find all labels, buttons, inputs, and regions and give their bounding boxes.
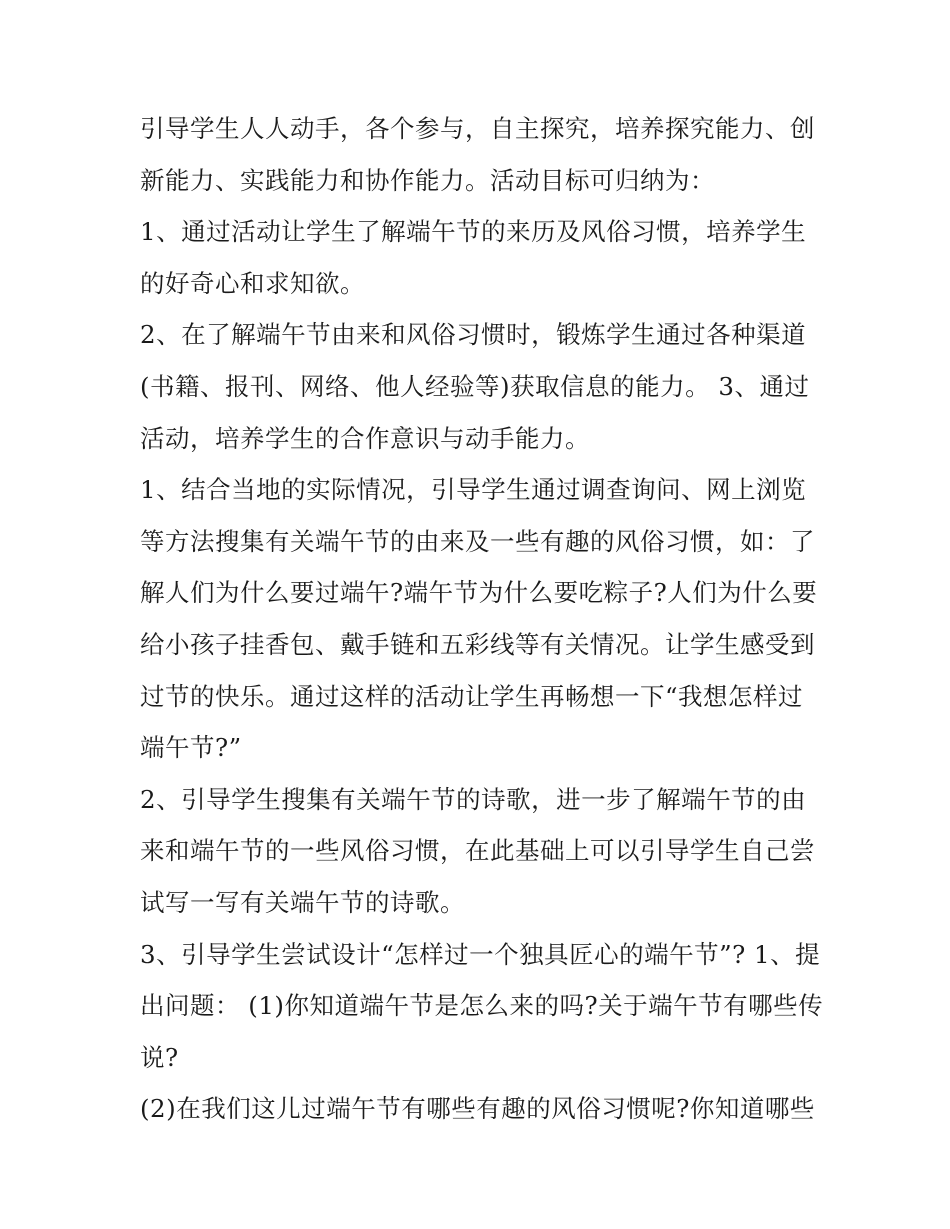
- text-line: 新能力、实践能力和协作能力。活动目标可归纳为：: [140, 165, 715, 195]
- text-line: 试写一写有关端午节的诗歌。: [140, 887, 465, 917]
- document-body: [140, 103, 824, 1135]
- text-line: 过节的快乐。通过这样的活动让学生再畅想一下“我想怎样过: [140, 681, 804, 711]
- text-line: (书籍、报刊、网络、他人经验等)获取信息的能力。 3、通过: [140, 371, 810, 401]
- text-line: 出问题： (1)你知道端午节是怎么来的吗?关于端午节有哪些传: [140, 991, 824, 1021]
- text-line: 来和端午节的一些风俗习惯，在此基础上可以引导学生自己尝: [140, 836, 815, 866]
- text-line: (2)在我们这儿过端午节有哪些有趣的风俗习惯呢?你知道哪些: [140, 1094, 815, 1124]
- text-line: 2、在了解端午节由来和风俗习惯时，锻炼学生通过各种渠道: [140, 320, 807, 350]
- text-line: 1、通过活动让学生了解端午节的来历及风俗习惯，培养学生: [140, 217, 807, 247]
- text-line: 引导学生人人动手，各个参与，自主探究，培养探究能力、创: [140, 114, 815, 143]
- text-line: 的好奇心和求知欲。: [140, 268, 365, 298]
- text-line: 端午节?”: [140, 733, 242, 763]
- text-line: 1、结合当地的实际情况，引导学生通过调查询问、网上浏览: [140, 475, 807, 505]
- text-line: 2、引导学生搜集有关端午节的诗歌，进一步了解端午节的由: [140, 784, 807, 814]
- text-line: 解人们为什么要过端午?端午节为什么要吃粽子?人们为什么要: [140, 578, 818, 608]
- text-line: 等方法搜集有关端午节的由来及一些有趣的风俗习惯，如：了: [140, 526, 815, 556]
- text-line: 给小孩子挂香包、戴手链和五彩线等有关情况。让学生感受到: [140, 629, 815, 659]
- text-line: 说?: [140, 1042, 179, 1072]
- text-line: 3、引导学生尝试设计“怎样过一个独具匠心的端午节”? 1、提: [140, 939, 821, 969]
- text-line: 活动，培养学生的合作意识与动手能力。: [140, 423, 590, 453]
